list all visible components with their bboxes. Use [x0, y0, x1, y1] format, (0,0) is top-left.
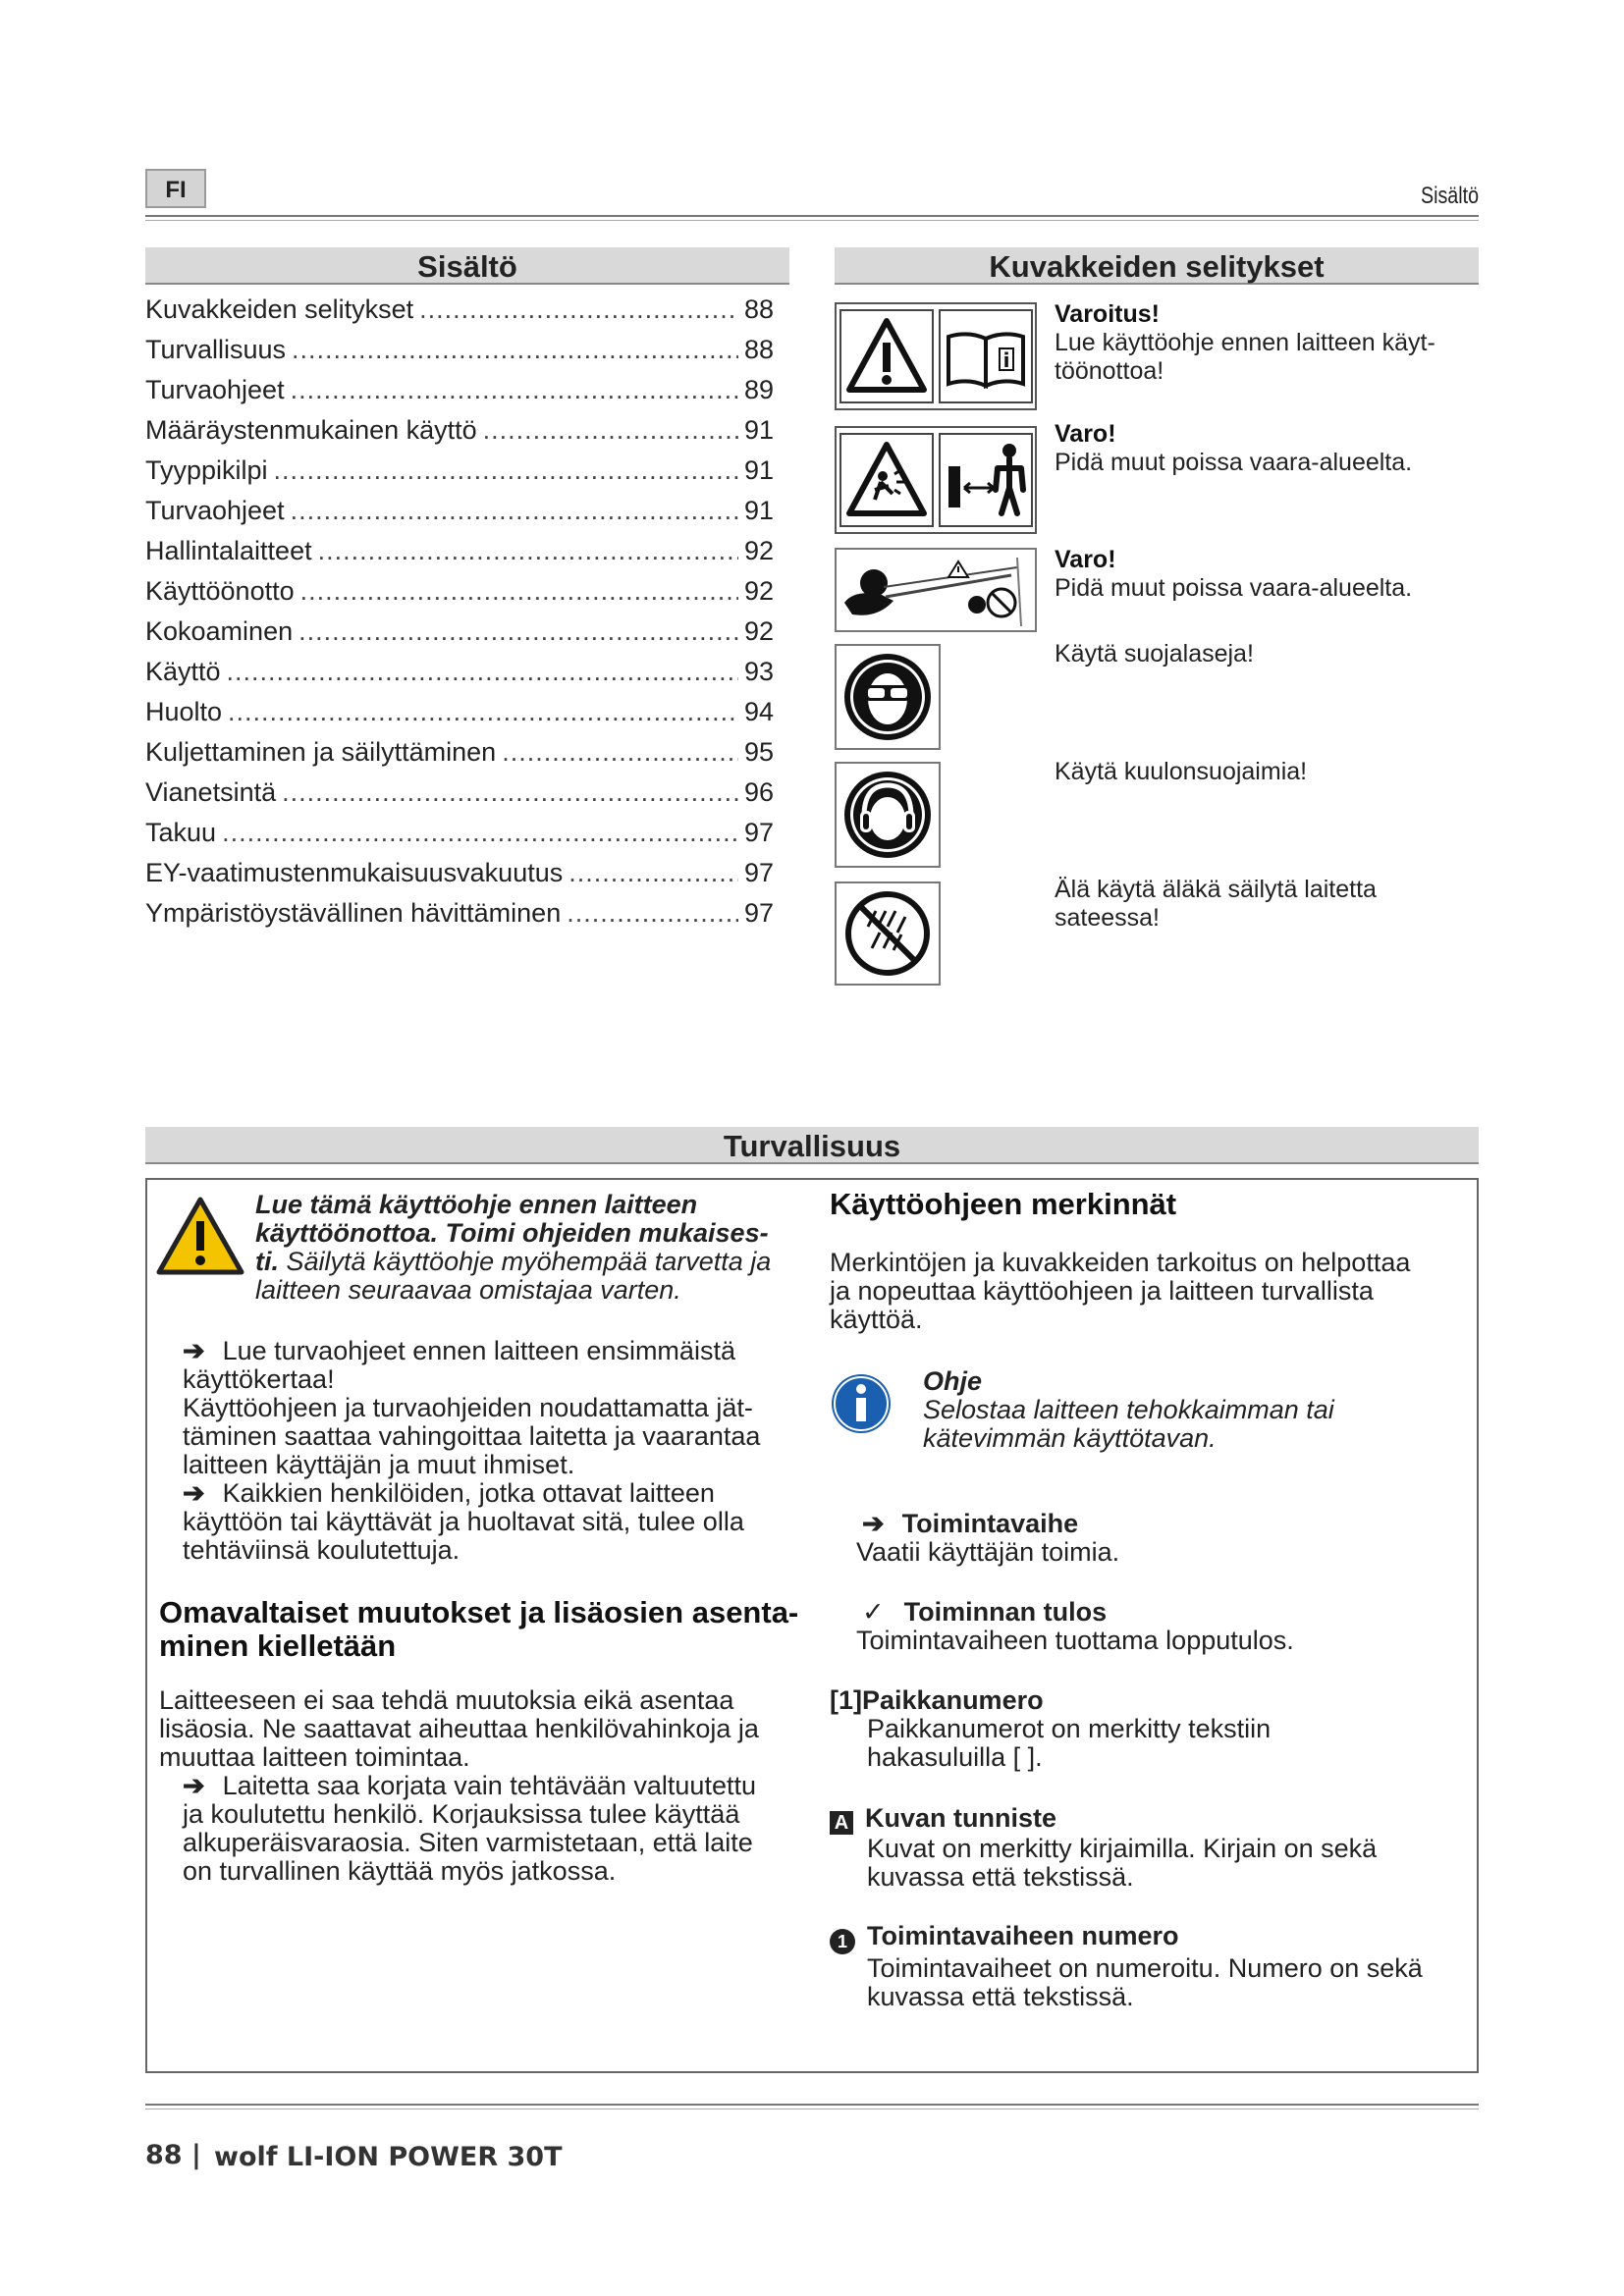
- toc-item[interactable]: Tyyppikilpi ..... 91: [145, 455, 774, 496]
- symbol-label: Varo!: [1055, 420, 1116, 448]
- toc-item[interactable]: Kokoaminen ..... 92: [145, 616, 774, 657]
- checkmark-icon: ✓: [862, 1597, 885, 1627]
- modifications-text: Laitteeseen ei saa tehdä muutoksia eikä asentaa lisäosia. Ne saattavat aiheuttaa henkilövahinkoja ja muuttaa laitteen toimintaa. ➔ Laitetta saa korjata vain tehtävään valtuutettu ja koulutettu henkilö. Korjauksissa tulee käyttää alkuperäisvaraosia. Siten varmistetaan, että laite on turvallinen käyttää myös jatkossa.: [159, 1685, 759, 1886]
- symbol-text: Käytä kuulonsuojaimia!: [1055, 758, 1308, 785]
- arrow-right-icon: ➔: [183, 1478, 205, 1508]
- page-number: 88 |: [145, 2140, 201, 2170]
- markings-intro: Merkintöjen ja kuvakkeiden tarkoitus on helpottaa ja nopeuttaa käyttöohjeen ja laitteen turvallista käyttöä.: [830, 1248, 1411, 1334]
- trimmer-distance-icon: [835, 548, 1037, 632]
- action-block: ➔ Toimintavaihe Vaatii käyttäjän toimia.: [856, 1509, 1120, 1567]
- no-rain-icon: [835, 881, 941, 986]
- safety-goggles-icon: [835, 644, 941, 750]
- symbol-desc-6: [1055, 876, 1479, 933]
- ear-protection-icon: [835, 762, 941, 868]
- toc-item[interactable]: Takuu ..... 97: [145, 818, 774, 858]
- symbol-text: sateessa!: [1055, 904, 1161, 932]
- markings-heading: Käyttöohjeen merkinnät: [830, 1187, 1177, 1221]
- symbol-desc-2: [1055, 420, 1479, 477]
- safety-heading: Turvallisuus: [145, 1127, 1479, 1164]
- header-section-title: Sisältö: [1420, 183, 1479, 209]
- toc-item[interactable]: Määräystenmukainen käyttö ..... 91: [145, 415, 774, 455]
- toc-item[interactable]: Huolto ..... 94: [145, 697, 774, 737]
- footer-rule: [145, 2104, 1479, 2106]
- result-block: ✓ Toiminnan tulos Toimintavaiheen tuottama lopputulos.: [856, 1597, 1294, 1655]
- toc-item[interactable]: Ympäristöystävällinen hävittäminen ..... 97: [145, 898, 774, 938]
- symbol-text: töönottoa!: [1055, 357, 1164, 385]
- symbol-text: Pidä muut poissa vaara-alueelta.: [1055, 449, 1413, 476]
- header-rule: [145, 215, 1479, 217]
- symbols-heading: Kuvakkeiden selitykset: [835, 247, 1479, 285]
- safety-instructions: ➔ Lue turvaohjeet ennen laitteen ensimmäistä käyttökertaa! Käyttöohjeen ja turvaohjeiden noudattamatta jät- täminen saattaa vahingoittaa laitetta ja vaarantaa laitteen käyttäjän ja muut ihmiset. ➔ Kaikkien henkilöiden, jotka ottavat laitteen käyttöön tai käyttävät ja huoltavat sitä, tulee olla tehtäviinsä koulutettuja.: [183, 1336, 761, 1565]
- toc-item[interactable]: Kuljettaminen ja säilyttäminen ..... 95: [145, 737, 774, 777]
- figure-letter-badge: A: [830, 1811, 853, 1835]
- arrow-right-icon: ➔: [183, 1336, 205, 1365]
- symbol-label: Varoitus!: [1055, 300, 1160, 328]
- arrow-right-icon: ➔: [862, 1509, 885, 1538]
- symbol-text: Lue käyttöohje ennen laitteen käyt-: [1055, 329, 1435, 356]
- toc-item[interactable]: Vianetsintä ..... 96: [145, 777, 774, 818]
- symbol-label: Varo!: [1055, 546, 1116, 573]
- modifications-heading: Omavaltaiset muutokset ja lisäosien asenta- minen kielletään: [159, 1595, 799, 1663]
- toc-item[interactable]: EY-vaatimustenmukaisuusvakuutus ..... 97: [145, 858, 774, 898]
- product-name: wolf LI-ION POWER 30T: [214, 2142, 563, 2172]
- figure-id-block: A Kuvan tunniste Kuvat on merkitty kirjaimilla. Kirjain on sekä kuvassa että tekstissä.: [830, 1804, 1468, 1892]
- position-number-block: [1]Paikkanumero Paikkanumerot on merkitty tekstiin hakasuluilla [ ].: [830, 1685, 1272, 1772]
- step-number-block: 1 Toimintavaiheen numero Toimintavaiheet on numeroitu. Numero on sekä kuvassa että tekstissä.: [830, 1922, 1468, 2011]
- svg-text:i: i: [1002, 348, 1009, 372]
- symbol-text: Käytä suojalaseja!: [1055, 640, 1254, 667]
- toc-item[interactable]: Turvaohjeet ..... 89: [145, 375, 774, 415]
- warning-text: Lue tämä käyttöohje ennen laitteen käyttöönottoa. Toimi ohjeiden mukaises- ti. Säilytä käyttöohje myöhempää tarvetta ja laitteen seuraavaa omistajaa varten.: [255, 1190, 772, 1305]
- table-of-contents: [145, 294, 774, 938]
- toc-heading: Sisältö: [145, 247, 789, 285]
- warning-manual-icon: [835, 302, 1037, 410]
- header-rule-thin: [145, 220, 1479, 221]
- step-number-badge: 1: [830, 1929, 855, 1954]
- toc-item[interactable]: Turvallisuus ..... 88: [145, 335, 774, 375]
- toc-item[interactable]: Hallintalaitteet ..... 92: [145, 536, 774, 576]
- symbol-desc-1: [1055, 300, 1479, 386]
- symbol-text: Pidä muut poissa vaara-alueelta.: [1055, 574, 1413, 602]
- toc-item[interactable]: Käyttö ..... 93: [145, 657, 774, 697]
- toc-item[interactable]: Turvaohjeet ..... 91: [145, 496, 774, 536]
- info-icon: [830, 1372, 893, 1440]
- toc-item[interactable]: Käyttöönotto ..... 92: [145, 576, 774, 616]
- arrow-right-icon: ➔: [183, 1771, 205, 1800]
- toc-item[interactable]: Kuvakkeiden selitykset ..... 88: [145, 294, 774, 335]
- note-block: Ohje Selostaa laitteen tehokkaimman tai kätevimmän käyttötavan.: [923, 1366, 1334, 1453]
- warning-distance-icon: [835, 426, 1037, 534]
- symbol-desc-3: [1055, 546, 1479, 603]
- warning-triangle-icon: [155, 1196, 245, 1281]
- symbol-text: Älä käytä äläkä säilytä laitetta: [1055, 876, 1377, 903]
- language-badge: FI: [145, 169, 206, 208]
